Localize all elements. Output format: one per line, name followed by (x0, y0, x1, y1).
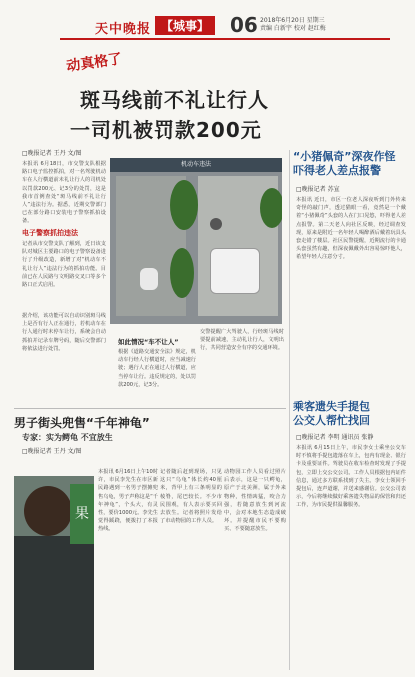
section-divider (14, 408, 286, 409)
issue-date: 2018年6月20日 星期三 (260, 17, 325, 24)
lead-headline-line2: 一司机被罚款200元 (70, 118, 262, 142)
lead-paragraph-2: 记者从市交警支队了解到，近日该支队对城区主要路口的电子警察设备进行了升级改造，新增了对“机动车不礼让行人”违法行为的抓拍功能。目前已在人民路与文明路交叉口等多个路口正式启用。 (22, 241, 106, 289)
second-body-col3: 动物园工作人员看过照片后表示，这是一只鳄龟，原产于北美洲，属于外来物种，性情凶猛，咬合力强，若随意放生到河流中，会对本地生态造成破坏。并提醒市民不要购买、不要随意放生。 (224, 469, 286, 533)
car (210, 218, 222, 230)
lead-subhead: 电子警察抓拍违法 (22, 229, 78, 237)
lead-paragraph-1: 本报讯 6月18日，市交警支队根据路口电子监控抓拍，对一名驾驶机动车在人行横道前未礼让行人的司机处以罚款200元、记3分的处罚，这是我市首例查处“斑马线前不礼让行人”违法行为。据悉，近期交警部门已在部分路口安装电子警察抓拍设备。 (22, 161, 106, 224)
lead-photo-label: 机动车违法 (110, 158, 282, 172)
sidebar-top-headline-line2: 吓得老人差点报警 (293, 164, 381, 177)
lead-photo (110, 158, 282, 324)
second-body-col2: 记者随后赶到现场，只见这只“乌龟”体长约40厘米，背甲上有三条明显的棱脊，尾巴较长。不少市民围观，有人表示要买回去放生。记者将照片发给了市动物园的工作人员。 (160, 469, 222, 525)
lead-paragraph-5: 交警提醒广大驾驶人，行经斑马线时要提前减速，主动礼让行人，文明出行，共同营造安全有序的交通环境。 (200, 329, 284, 352)
lead-byline: □晚报记者 王丹 文/图 (22, 150, 82, 157)
second-body-col1: 本报讯 6月16日上午10时许，市民李先生在市区新民路遇到一名男子摆摊兜售乌龟，男子声称这是“千年神龟”，个头大，有灵性，要价1000元。李先生觉得蹊跷，便拨打了本报热线。 (98, 469, 158, 533)
sidebar-bottom-byline: □晚报记者 李明 通讯员 张静 (296, 434, 374, 441)
issue-meta (260, 17, 380, 33)
car (140, 268, 158, 290)
newspaper-logo: 天中晚报 (95, 22, 152, 37)
second-headline: 男子街头兜售“千年神龟” (14, 416, 150, 430)
sidebar-bottom-headline-line1: 乘客遗失手提包 (293, 400, 370, 413)
tree (170, 248, 194, 298)
sidebar-top-headline-line1: “小猪佩奇”深夜作怪 (293, 150, 396, 163)
column-divider (289, 150, 290, 670)
lead-kicker: 动真格了 (65, 51, 124, 75)
sidebar-top-body: 本报讯 近日，市区一位老人深夜听到门外传来奇怪的敲门声，透过猫眼一看，竟然是一个戴着“小猪佩奇”头套的人在门口晃悠，吓得老人差点报警。第二天老人向社区反映，经过调查发现，原来是附近一名年轻人喝醉酒后戴着玩具头套走错了楼层。社区民警提醒，近期流行的卡通头套虽然有趣，但深夜佩戴外出容易惊吓他人，希望年轻人注意分寸。 (296, 197, 406, 261)
page-number: 06 (230, 13, 258, 37)
lead-paragraph-4: 根据《道路交通安全法》规定，机动车行经人行横道时，应当减速行驶；遇行人正在通过人行横道，应当停车让行。违反规定的，处以罚款200元，记3分。 (118, 349, 196, 388)
lead-photo-caption: 如此情况“车不让人” (118, 338, 179, 346)
man-body (14, 536, 94, 670)
lead-paragraph-3: 据介绍，该功能可以自动识别斑马线上是否有行人正在通行，若机动车在行人通行时未停车让行，系统会自动抓拍并记录车牌号码，随后交警部门将依法进行处罚。 (22, 313, 106, 352)
second-byline: □晚报记者 王丹 文/图 (22, 448, 82, 455)
second-subheadline: 专家：实为鳄龟 不宜放生 (22, 433, 113, 442)
tree (170, 180, 198, 230)
section-label: 【城事】 (155, 16, 215, 35)
man-head (24, 486, 72, 536)
sidebar-bottom-headline (293, 400, 413, 428)
sidebar-bottom-headline-line2: 公交人帮忙找回 (293, 414, 370, 427)
tree (260, 188, 282, 228)
sidebar-top-headline (293, 150, 413, 178)
white-car (210, 248, 260, 294)
issue-editors: 责编 白新宇 校对 赵红梅 (260, 25, 326, 32)
shop-sign: 果 (70, 484, 94, 544)
masthead-rule (60, 38, 390, 40)
sidebar-bottom-body: 本报讯 6月15日上午，市民李女士乘坐公交车时不慎将手提包遗落在车上，包内有现金、银行卡及重要证件。驾驶员在收车检查时发现了手提包，立即上交公交公司。工作人员根据包内证件信息，通过多方联系找到了失主。李女士领回手提包后，连声道谢，并送来感谢信。公交公司表示，今后将继续做好乘客遗失物品的保管和归还工作，为市民提供温馨服务。 (296, 445, 406, 509)
second-photo (14, 476, 94, 670)
sidebar-top-byline: □晚报记者 苏宣 (296, 186, 340, 193)
lead-headline-line1: 斑马线前不礼让行人 (80, 88, 269, 112)
